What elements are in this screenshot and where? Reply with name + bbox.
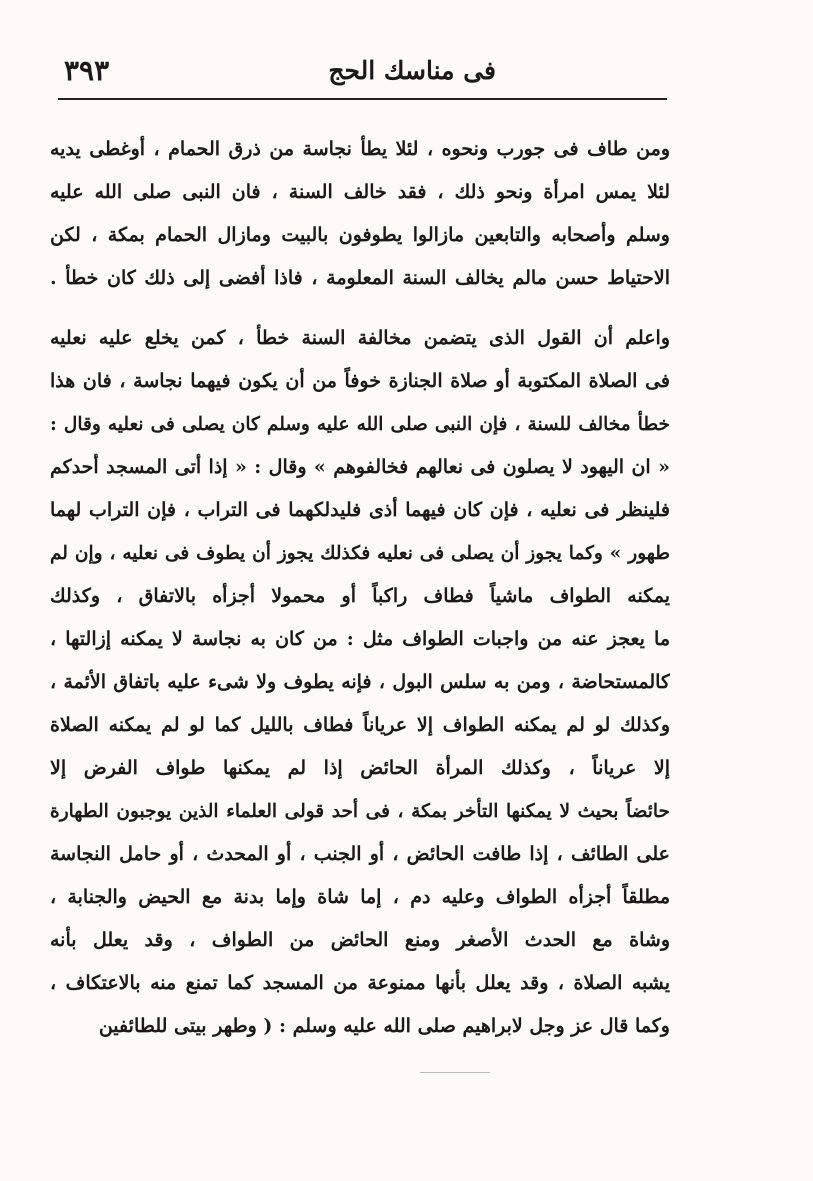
text-line: يشبه الصلاة ، وقد يعلل بأنها ممنوعة من المسجد كما تمنع منه بالاعتكاف ،: [50, 972, 670, 994]
running-title: فى مناسك الحج: [328, 56, 496, 85]
paragraph-2: [50, 317, 670, 1048]
text-line: مطلقاً أجزأه الطواف وعليه دم ، إما شاة وإما بدنة مع الحيض والجنابة ،: [50, 886, 670, 908]
text-line: ومن طاف فى جورب ونحوه ، لئلا يطأ نجاسة من ذرق الحمام ، أوغطى يديه: [50, 138, 670, 160]
page-header: [58, 52, 666, 96]
text-line: إلا عرياناً ، وكذلك المرأة الحائض إذا لم يمكنها طواف الفرض إلا: [50, 757, 670, 779]
footer-mark: [420, 1072, 490, 1073]
text-line: وشاة مع الحدث الأصغر ومنع الحائض من الطواف ، وقد يعلل بأنه: [50, 929, 670, 951]
text-line: حائضاً بحيث لا يمكنها التأخر بمكة ، فى أحد قولى العلماء الذين يوجبون الطهارة: [50, 801, 670, 822]
page-number: ٣٩٣: [64, 54, 110, 87]
text-line: خطأ مخالف للسنة ، فإن النبى صلى الله عليه وسلم كان يصلى فى نعليه وقال :: [50, 414, 670, 435]
text-line: على الطائف ، إذا طافت الحائض ، أو الجنب ، أو المحدث ، أو حامل النجاسة: [50, 843, 670, 865]
text-line: وكما قال عز وجل لابراهيم صلى الله عليه وسلم : ( وطهر بيتى للطائفين: [98, 1015, 670, 1037]
text-line: « ان اليهود لا يصلون فى نعالهم فخالفوهم » وقال : « إذا أتى المسجد أحدكم: [50, 456, 670, 478]
text-line: وسلم وأصحابه والتابعين مازالوا يطوفون بالبيت ومازال الحمام بمكة ، لكن: [50, 224, 670, 246]
paragraph-1: [50, 128, 670, 300]
text-line: فى الصلاة المكتوبة أو صلاة الجنازة خوفاً من أن يكون فيهما نجاسة ، فان هذا: [50, 370, 670, 392]
text-line: ما يعجز عنه من واجبات الطواف مثل : من كان به نجاسة لا يمكنه إزالتها ،: [50, 628, 670, 650]
text-line: كالمستحاضة ، ومن به سلس البول ، فإنه يطوف ولا شىء عليه باتفاق الأئمة ،: [50, 671, 670, 693]
text-line: فلينظر فى نعليه ، فإن كان فيهما أذى فليدلكهما فى التراب ، فإن التراب لهما: [50, 499, 670, 521]
text-line: الاحتياط حسن مالم يخالف السنة المعلومة ، فاذا أفضى إلى ذلك كان خطأ .: [50, 267, 670, 289]
text-line: لئلا يمس امرأة ونحو ذلك ، فقد خالف السنة ، فان النبى صلى الله عليه: [50, 181, 670, 203]
text-line: وكذلك لو لم يمكنه الطواف إلا عرياناً فطاف بالليل كما لو لم يمكنه الصلاة: [50, 714, 670, 736]
text-line: طهور » وكما يجوز أن يصلى فى نعليه فكذلك يجوز أن يطوف فى نعليه ، وإن لم: [50, 543, 670, 564]
text-line: واعلم أن القول الذى يتضمن مخالفة السنة خطأ ، كمن يخلع عليه نعليه: [50, 327, 670, 349]
header-rule: [58, 98, 667, 100]
text-line: يمكنه الطواف ماشياً فطاف راكباً أو محمولا أجزأه بالاتفاق ، وكذلك: [50, 585, 670, 607]
